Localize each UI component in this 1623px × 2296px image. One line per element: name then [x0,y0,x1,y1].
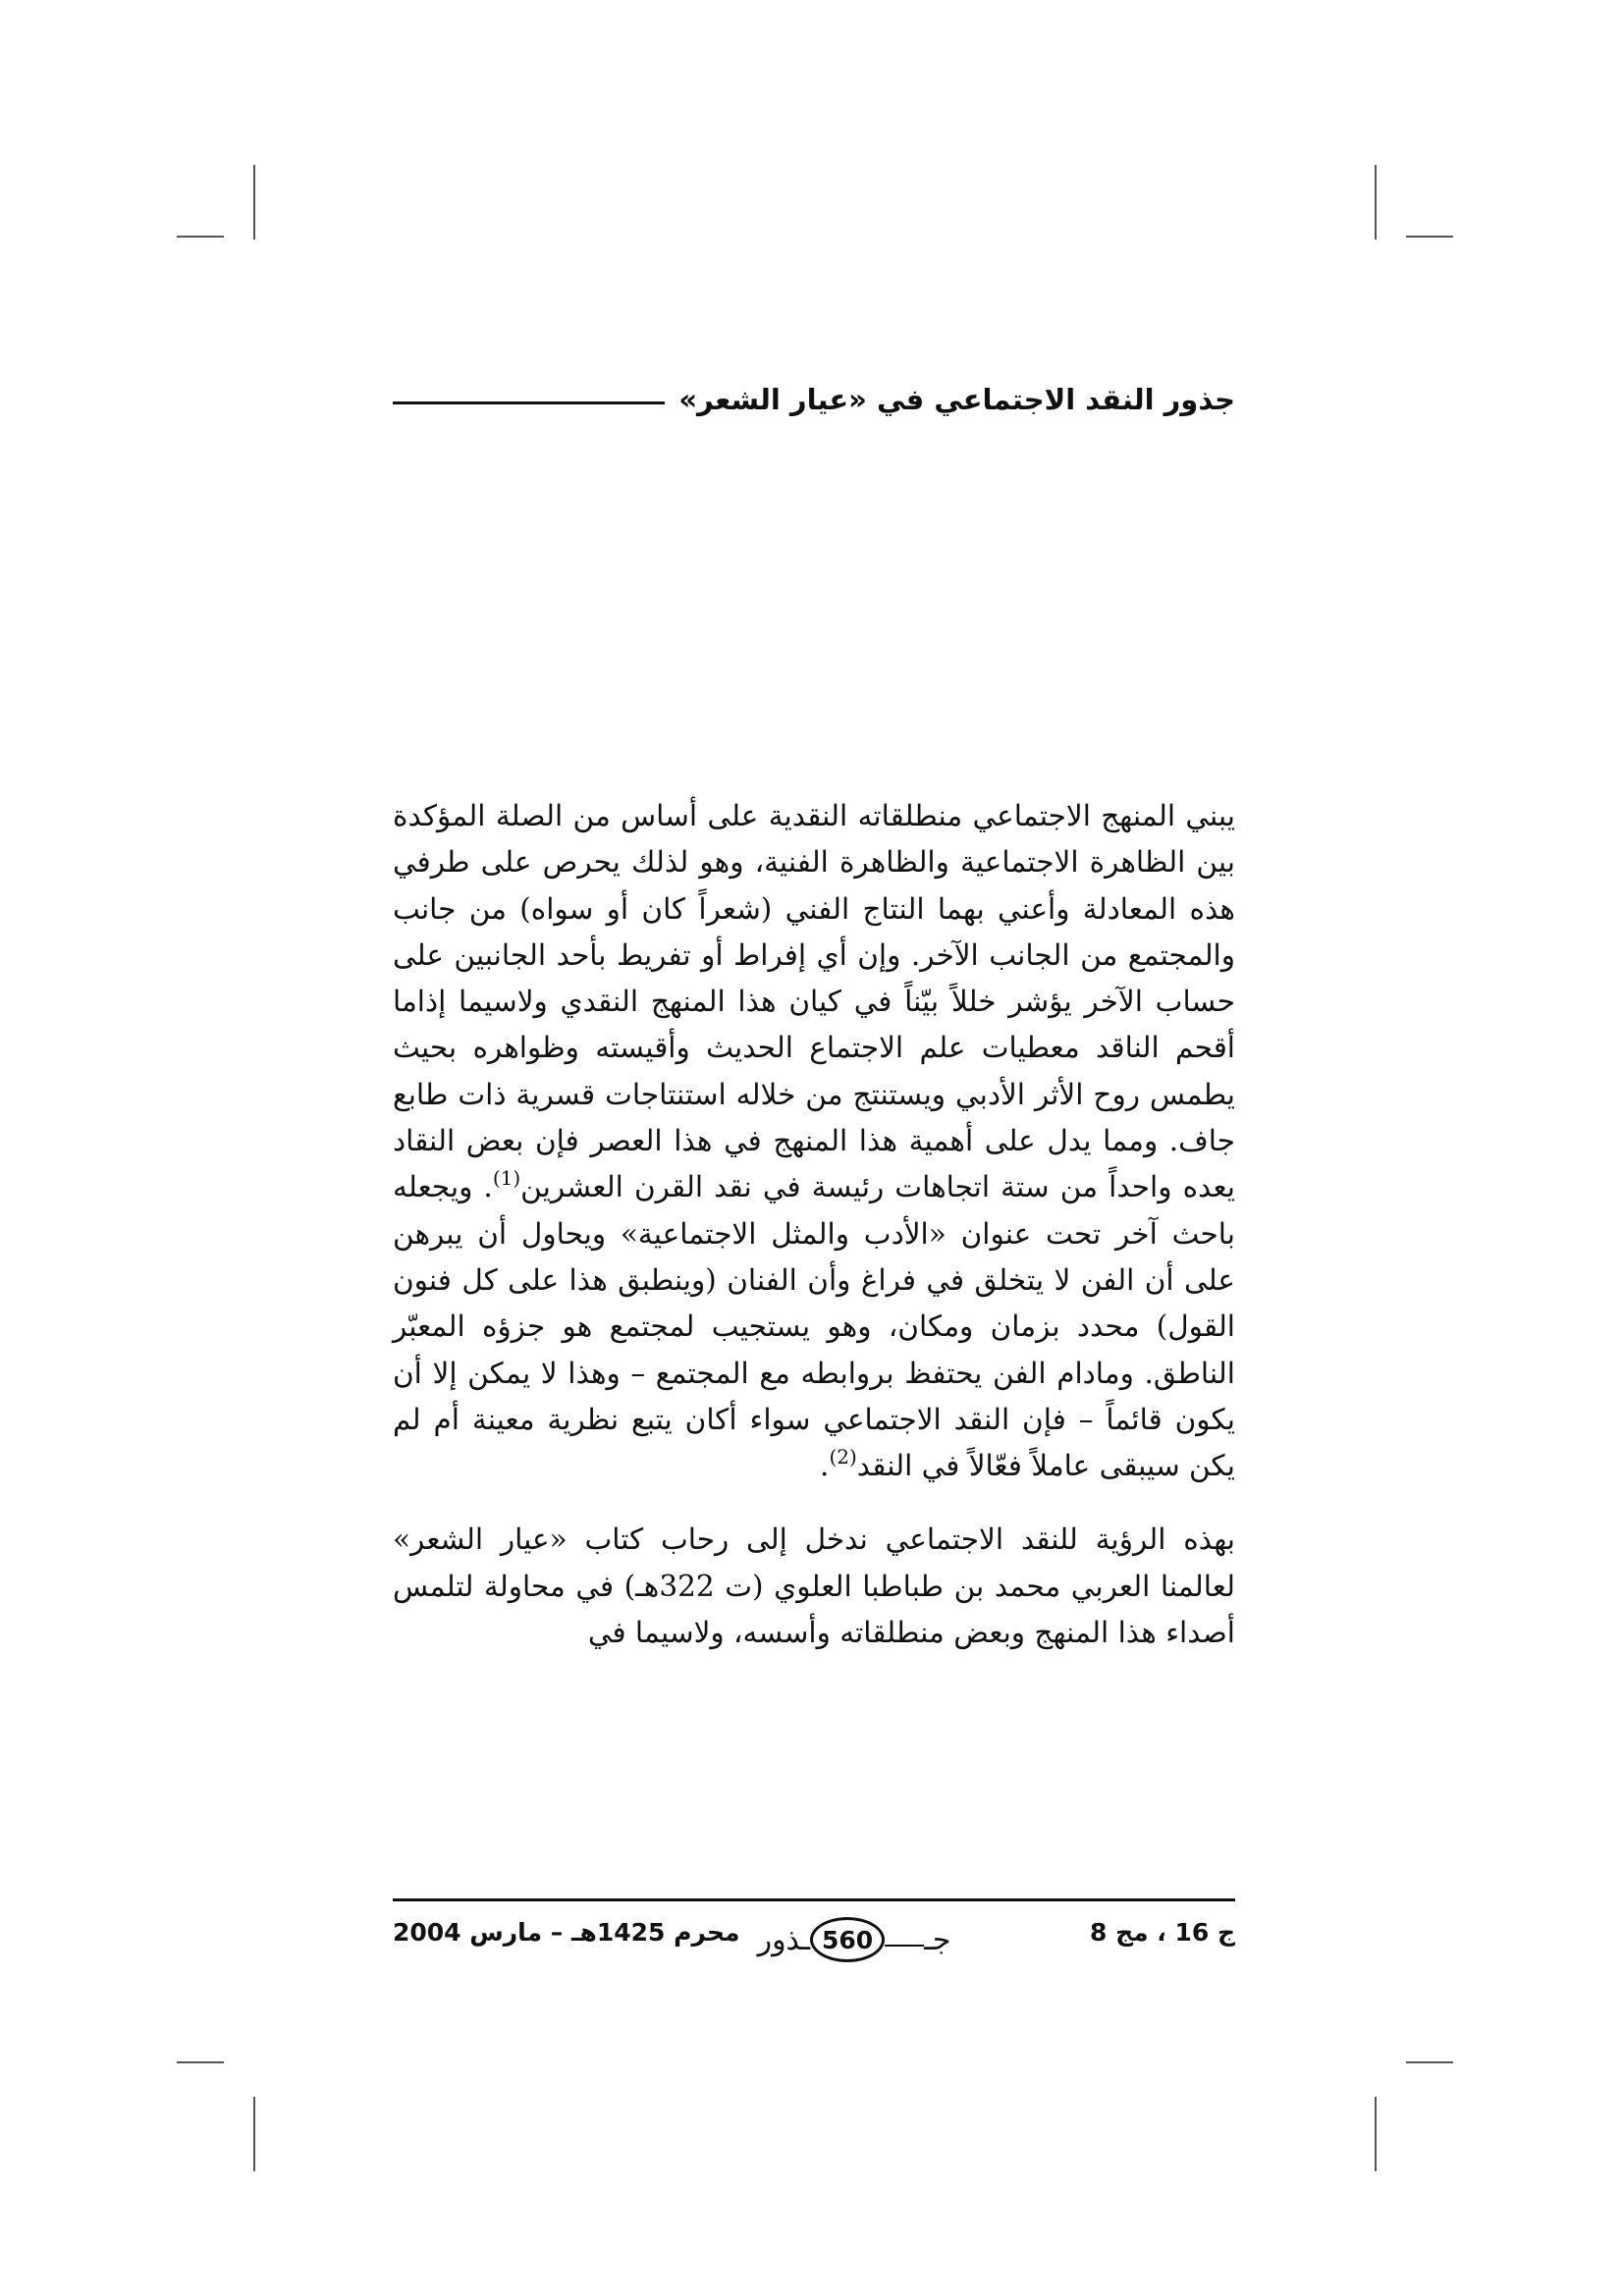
running-header [393,376,1235,423]
paragraph-text: بهذه الرؤية للنقد الاجتماعي ندخل إلى رحاب كتاب «عيار الشعر» لعالمنا العربي محمد بن طباطبا العلوي (ت 322هـ) في محاولة لتلمس أصداء هذا المنهج وبعض منطلقاته وأسسه، ولاسيما في [393,1522,1236,1650]
paragraph [393,1517,1235,1656]
crop-mark-bottom-right [1375,2097,1377,2171]
footnote-ref[interactable]: (1) [492,1166,521,1191]
crop-mark-top-left [177,236,224,238]
crop-mark-top-left [253,165,255,240]
footnote-ref[interactable]: (2) [829,1445,857,1469]
footer-rule [393,1898,1235,1901]
page-footer [393,1912,1235,1967]
paragraph-text: يبني المنهج الاجتماعي منطلقاته النقدية على أساس من الصلة المؤكدة بين الظاهرة الاجتماعية والظاهرة الفنية، وهو لذلك يحرص على طرفي هذه المعادلة وأعني بهما النتاج الفني (شعراً كان أو سواه) من جانب والمجتمع من الجانب الآخر. وإن أي إفراط أو تفريط بأحد الجانبين على حساب الآخر يؤشر خللاً بيّناً في كيان هذا المنهج النقدي ولاسيما إذاما أقحم الناقد معطيات علم الاجتماع الحديث وأقيسته وظواهره بحيث يطمس روح الأثر الأدبي ويستنتج من خلاله استنتاجات قسرية ذات طابع جاف. ومما يدل على أهمية هذا المنهج في هذا العصر فإن بعض النقاد يعده واحداً من ستة اتجاهات رئيسة في نقد القرن العشرين [393,799,1235,1204]
paragraph [393,793,1235,1489]
issue-date: محرم 1425هـ – مارس 2004 [393,1918,740,1947]
crop-mark-bottom-left [177,2061,224,2063]
header-rule [393,401,665,404]
article-body [393,793,1235,1656]
crop-mark-top-right [1406,236,1453,238]
crop-mark-top-right [1375,165,1377,240]
paragraph-text: . ويجعله باحث آخر تحت عنوان «الأدب والمثل الاجتماعية» ويحاول أن يبرهن على أن الفن لا يتخلق في فراغ وأن الفنان (وينطبق هذا على كل فنون القول) محدد بزمان ومكان، وهو يستجيب لمجتمع هو جزؤه المعبّر الناطق. ومادام الفن يحتفظ بروابطه مع المجتمع – وهذا لا يمكن إلا أن يكون قائماً – فإن النقد الاجتماعي سواء أكان يتبع نظرية معينة أم لم يكن سيبقى عاملاً فعّالاً في النقد [393,1170,1235,1483]
journal-name-suffix: ـذور [757,1922,811,1957]
page-number: 560 [810,1917,885,1962]
crop-mark-bottom-right [1406,2061,1453,2063]
journal-name-prefix: جـ [924,1922,951,1957]
journal-stroke [885,1945,924,1947]
issue-info: ج 16 ، مج 8 [1089,1918,1235,1947]
article-title: جذور النقد الاجتماعي في «عيار الشعر» [678,383,1235,416]
crop-mark-bottom-left [253,2097,255,2171]
paragraph-text: . [820,1449,830,1483]
journal-logo [717,1912,992,1967]
